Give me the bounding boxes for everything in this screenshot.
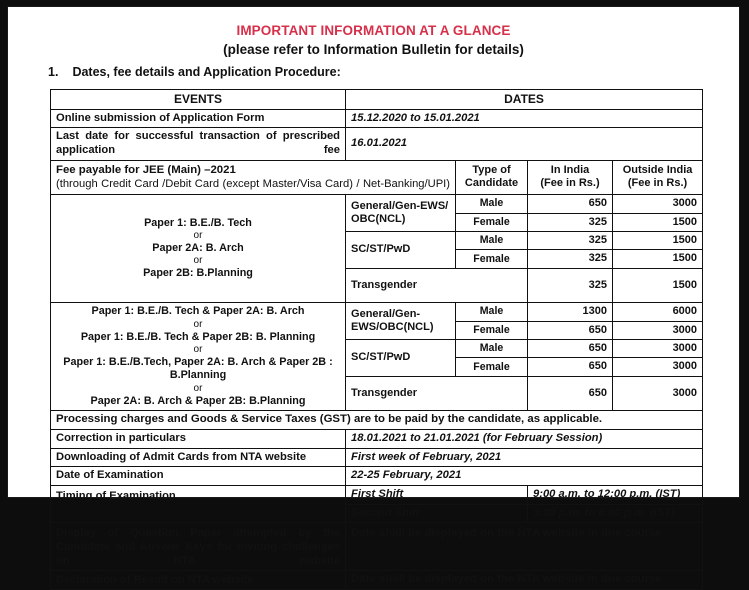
fee-outside-india-amount: 1500 xyxy=(613,250,703,268)
row-declaration-result-event: Declaration of Result on NTA website xyxy=(51,571,346,590)
papers-line: Paper 2A: B. Arch & Paper 2B: B.Planning xyxy=(90,394,306,407)
row-display-question-paper-event: Display of Question Paper attempted by the Candidate and Answer Keys for inviting challenges on NTA website xyxy=(51,523,346,571)
papers-or-separator: or xyxy=(193,382,203,394)
fee-gender-cell: Female xyxy=(456,213,528,231)
fee-category-cell xyxy=(346,340,456,377)
fee-in-india-amount: 650 xyxy=(528,358,613,376)
fee-in-india-amount: 325 xyxy=(528,268,613,302)
fee-category-line: General/Gen- xyxy=(351,307,421,320)
header-outside-india-l2: (Fee in Rs.) xyxy=(627,177,688,190)
fee-gender-cell: Male xyxy=(456,303,528,321)
fee-category-line: EWS/OBC(NCL) xyxy=(351,321,434,334)
fee-outside-india-amount: 3000 xyxy=(613,321,703,339)
table-row xyxy=(51,448,703,467)
header-outside-india xyxy=(613,160,703,195)
first-shift-label: First Shift xyxy=(346,486,528,505)
first-shift-time: 9:00 a.m. to 12:00 p.m. (IST) xyxy=(528,486,703,505)
table-row xyxy=(51,411,703,430)
table-row xyxy=(51,467,703,486)
header-events: EVENTS xyxy=(51,90,346,110)
row-declaration-result-date: Date shall be displayed on the NTA website in due course xyxy=(346,571,703,590)
table-row xyxy=(51,109,703,128)
row-admit-cards-event: Downloading of Admit Cards from NTA website xyxy=(51,448,346,467)
fee-row xyxy=(51,195,703,213)
fee-in-india-amount: 650 xyxy=(528,376,613,410)
fee-outside-india-amount: 1500 xyxy=(613,213,703,231)
fee-header-row xyxy=(51,160,703,195)
fee-category-line: SC/ST/PwD xyxy=(351,243,411,256)
row-correction-event: Correction in particulars xyxy=(51,430,346,449)
fee-category-cell xyxy=(346,268,528,302)
papers-line: Paper 1: B.E./B.Tech, Paper 2A: B. Arch & Paper 2B : xyxy=(63,356,333,369)
second-shift-label: Second Shift xyxy=(346,504,528,523)
second-shift-time: 3:00 p.m. to 6:00 p.m. (IST) xyxy=(528,504,703,523)
header-type-of-candidate-l1: Type of xyxy=(472,163,511,176)
row-timing-event: Timing of Examination xyxy=(51,486,346,523)
table-row xyxy=(51,571,703,590)
section-number: 1. xyxy=(48,65,59,79)
fee-in-india-amount: 650 xyxy=(528,321,613,339)
fee-outside-india-amount: 6000 xyxy=(613,303,703,321)
fee-outside-india-amount: 3000 xyxy=(613,195,703,213)
papers-line: Paper 1: B.E./B. Tech & Paper 2A: B. Arch xyxy=(91,305,305,318)
page-frame xyxy=(7,6,740,586)
fee-outside-india-amount: 3000 xyxy=(613,376,703,410)
row-last-date-event: Last date for successful transaction of prescribed application fee xyxy=(51,128,346,160)
fee-gender-cell: Female xyxy=(456,358,528,376)
table-row xyxy=(51,486,703,505)
fee-outside-india-amount: 3000 xyxy=(613,358,703,376)
table-row xyxy=(51,128,703,160)
fee-in-india-amount: 325 xyxy=(528,250,613,268)
fee-papers-cell xyxy=(51,195,346,303)
fee-payable-cell xyxy=(51,160,456,195)
table-row xyxy=(51,430,703,449)
section-heading-text: Dates, fee details and Application Procedure: xyxy=(72,65,341,79)
header-type-of-candidate-l2: Candidate xyxy=(464,177,519,190)
fee-in-india-amount: 650 xyxy=(528,195,613,213)
row-correction-date: 18.01.2021 to 21.01.2021 (for February Session) xyxy=(346,430,703,449)
papers-line: B.Planning xyxy=(169,369,227,382)
fee-category-line: Transgender xyxy=(351,386,418,399)
page-title: IMPORTANT INFORMATION AT A GLANCE xyxy=(236,23,511,38)
fee-gender-cell: Male xyxy=(456,195,528,213)
papers-line: Paper 2B: B.Planning xyxy=(143,267,253,280)
papers-or-separator: or xyxy=(193,318,203,330)
fee-category-cell xyxy=(346,195,456,232)
row-online-submission-event: Online submission of Application Form xyxy=(51,109,346,128)
fee-payable-line1: Fee payable for JEE (Main) –2021 xyxy=(56,163,236,176)
information-table xyxy=(50,89,703,590)
header-in-india xyxy=(528,160,613,195)
fee-category-cell xyxy=(346,231,456,268)
papers-line: Paper 1: B.E./B. Tech xyxy=(144,216,252,229)
papers-line: Paper 2A: B. Arch xyxy=(152,242,244,255)
header-outside-india-l1: Outside India xyxy=(622,163,693,176)
row-display-question-paper-date: Date shall be displayed on the NTA website in due course xyxy=(346,523,703,571)
fee-in-india-amount: 1300 xyxy=(528,303,613,321)
fee-payable-line2: (through Credit Card /Debit Card (except Master/Visa Card) / Net-Banking/UPI) xyxy=(56,177,451,190)
fee-outside-india-amount: 3000 xyxy=(613,340,703,358)
table-row xyxy=(51,523,703,571)
fee-row xyxy=(51,303,703,321)
fee-gender-cell: Male xyxy=(456,231,528,249)
header-in-india-l2: (Fee in Rs.) xyxy=(540,177,600,190)
header-in-india-l1: In India xyxy=(550,163,590,176)
fee-in-india-amount: 325 xyxy=(528,213,613,231)
page-subtitle: (please refer to Information Bulletin for details) xyxy=(223,42,524,57)
row-date-of-exam-event: Date of Examination xyxy=(51,467,346,486)
gst-note: Processing charges and Goods & Service Taxes (GST) are to be paid by the candidate, as applicable. xyxy=(51,411,703,430)
fee-papers-cell xyxy=(51,303,346,411)
section-heading xyxy=(48,65,739,79)
header-type-of-candidate xyxy=(456,160,528,195)
row-last-date-date: 16.01.2021 xyxy=(346,128,703,160)
fee-category-line: OBC(NCL) xyxy=(351,213,406,226)
papers-or-separator: or xyxy=(193,344,203,356)
row-admit-cards-date: First week of February, 2021 xyxy=(346,448,703,467)
fee-category-line: SC/ST/PwD xyxy=(351,351,411,364)
fee-in-india-amount: 650 xyxy=(528,340,613,358)
papers-line: Paper 1: B.E./B. Tech & Paper 2B: B. Planning xyxy=(80,330,316,343)
table-header-row xyxy=(51,90,703,110)
row-online-submission-date: 15.12.2020 to 15.01.2021 xyxy=(346,109,703,128)
fee-category-cell xyxy=(346,376,528,410)
papers-or-separator: or xyxy=(193,229,203,241)
fee-category-line: Transgender xyxy=(351,278,418,291)
fee-gender-cell: Female xyxy=(456,250,528,268)
fee-gender-cell: Male xyxy=(456,340,528,358)
fee-in-india-amount: 325 xyxy=(528,231,613,249)
fee-gender-cell: Female xyxy=(456,321,528,339)
papers-or-separator: or xyxy=(193,255,203,267)
fee-category-line: General/Gen-EWS/ xyxy=(351,199,449,212)
fee-category-cell xyxy=(346,303,456,340)
row-date-of-exam-date: 22-25 February, 2021 xyxy=(346,467,703,486)
header-dates: DATES xyxy=(346,90,703,110)
fee-outside-india-amount: 1500 xyxy=(613,268,703,302)
fee-outside-india-amount: 1500 xyxy=(613,231,703,249)
